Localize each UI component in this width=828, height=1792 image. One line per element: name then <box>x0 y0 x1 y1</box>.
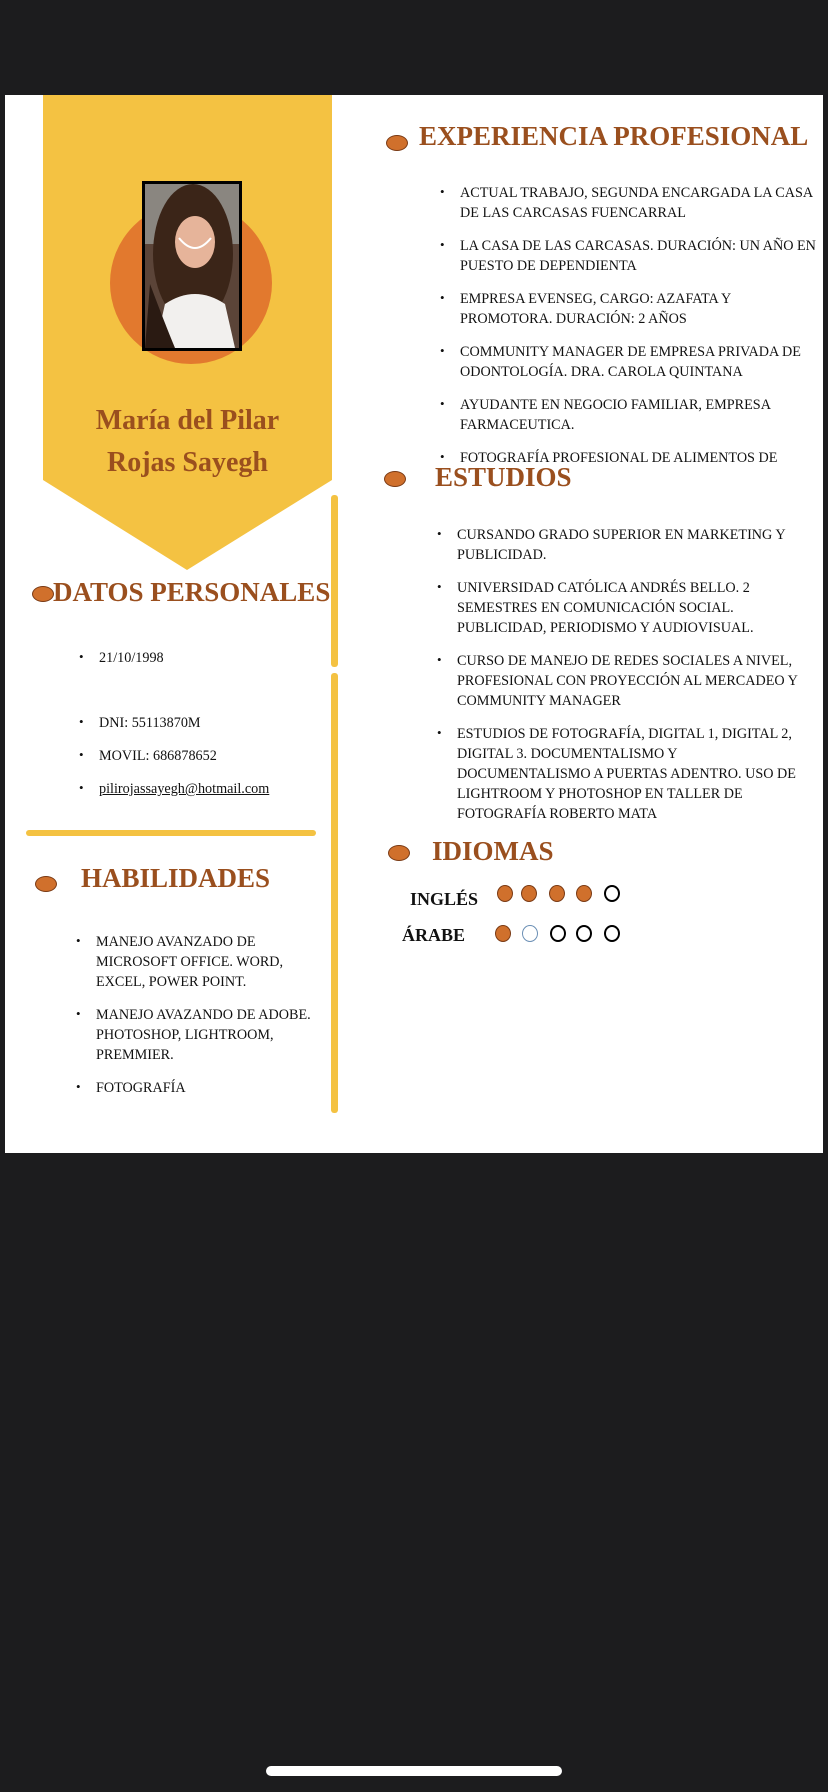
idiomas-title: IDIOMAS <box>432 836 554 866</box>
rating-dot-filled <box>497 885 513 902</box>
datos-personales-list <box>79 648 329 812</box>
list-item: • COMMUNITY MANAGER DE EMPRESA PRIVADA DE ODONTOLOGÍA. DRA. CAROLA QUINTANA <box>440 342 820 382</box>
horizontal-divider <box>26 830 316 836</box>
list-item: • EMPRESA EVENSEG, CARGO: AZAFATA Y PROMOTORA. DURACIÓN: 2 AÑOS <box>440 289 820 329</box>
resume-document <box>5 95 823 1153</box>
list-item: • ACTUAL TRABAJO, SEGUNDA ENCARGADA LA CASA DE LAS CARCASAS FUENCARRAL <box>440 183 820 223</box>
vertical-divider-bottom <box>331 673 338 1113</box>
rating-dot-filled <box>549 885 565 902</box>
rating-dot-filled <box>495 925 511 942</box>
list-item: • CURSO DE MANEJO DE REDES SOCIALES A NIVEL, PROFESIONAL CON PROYECCIÓN AL MERCADEO Y COMMUNITY MANAGER <box>437 651 807 711</box>
bullet-dot-icon <box>386 135 408 151</box>
rating-dot-filled <box>521 885 537 902</box>
rating-dot-empty <box>604 885 620 902</box>
list-item: • MANEJO AVANZADO DE MICROSOFT OFFICE. WORD, EXCEL, POWER POINT. <box>76 932 316 992</box>
estudios-title: ESTUDIOS <box>435 462 572 492</box>
list-item: • UNIVERSIDAD CATÓLICA ANDRÉS BELLO. 2 SEMESTRES EN COMUNICACIÓN SOCIAL. PUBLICIDAD, PERIODISMO Y AUDIOVISUAL. <box>437 578 807 638</box>
list-item: • MOVIL: 686878652 <box>79 746 329 766</box>
bullet-dot-icon <box>35 876 57 892</box>
rating-dot-empty <box>522 925 538 942</box>
rating-dot-empty <box>550 925 566 942</box>
list-item: • DNI: 55113870M <box>79 713 329 733</box>
full-name <box>43 400 332 484</box>
datos-personales-title: DATOS PERSONALES <box>53 577 331 607</box>
rating-dot-empty <box>604 925 620 942</box>
list-item: • MANEJO AVAZANDO DE ADOBE. PHOTOSHOP, LIGHTROOM, PREMMIER. <box>76 1005 316 1065</box>
list-item: • FOTOGRAFÍA <box>76 1078 316 1098</box>
language-label-ingles: INGLÉS <box>410 889 479 909</box>
bullet-dot-icon <box>384 471 406 487</box>
bullet-dot-icon <box>388 845 410 861</box>
list-item: • AYUDANTE EN NEGOCIO FAMILIAR, EMPRESA FARMACEUTICA. <box>440 395 820 435</box>
list-item: • 21/10/1998 <box>79 648 329 668</box>
rating-dot-filled <box>576 885 592 902</box>
list-item: • CURSANDO GRADO SUPERIOR EN MARKETING Y PUBLICIDAD. <box>437 525 807 565</box>
email-link[interactable]: • pilirojassayegh@hotmail.com <box>79 779 329 799</box>
list-item: • ESTUDIOS DE FOTOGRAFÍA, DIGITAL 1, DIGITAL 2, DIGITAL 3. DOCUMENTALISMO Y DOCUMENTALISMO A PUERTAS ADENTRO. USO DE LIGHTROOM Y PHOTOSHOP EN TALLER DE FOTOGRAFÍA ROBERTO MATA <box>437 724 807 824</box>
habilidades-title: HABILIDADES <box>81 863 271 893</box>
name-line-2: Rojas Sayegh <box>106 447 268 478</box>
list-item: • LA CASA DE LAS CARCASAS. DURACIÓN: UN AÑO EN PUESTO DE DEPENDIENTA <box>440 236 820 276</box>
estudios-list <box>437 525 807 837</box>
list-item: • FOTOGRAFÍA PROFESIONAL DE ALIMENTOS DE <box>440 448 820 468</box>
vertical-divider-top <box>331 495 338 667</box>
rating-dot-empty <box>576 925 592 942</box>
profile-photo <box>142 181 242 351</box>
name-line-1: María del Pilar <box>95 405 280 436</box>
experiencia-list <box>440 183 820 481</box>
home-indicator[interactable] <box>266 1766 562 1776</box>
language-label-arabe: ÁRABE <box>402 925 466 945</box>
bullet-dot-icon <box>32 586 54 602</box>
experiencia-title: EXPERIENCIA PROFESIONAL <box>419 121 809 151</box>
habilidades-list <box>76 932 316 1111</box>
